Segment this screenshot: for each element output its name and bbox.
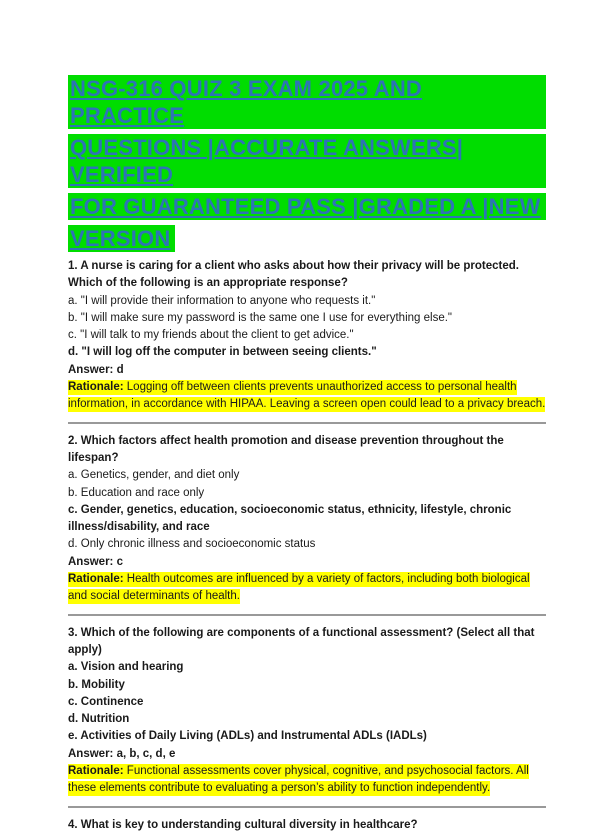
question-4-prompt: 4. What is key to understanding cultural diversity in healthcare? <box>68 818 418 831</box>
question-3-option-d: d. Nutrition <box>68 713 130 726</box>
title-line <box>68 193 546 220</box>
question-3 <box>68 625 546 798</box>
question-3-rationale <box>68 763 546 798</box>
question-2-answer: Answer: c <box>68 555 123 568</box>
rationale-text: Health outcomes are influenced by a variety of factors, including both biological and social determinants of health. <box>68 573 530 603</box>
questions-body <box>68 258 546 834</box>
question-1-option-d: d. "I will log off the computer in between seeing clients." <box>68 346 377 359</box>
rationale-text: Functional assessments cover physical, cognitive, and psychosocial factors. All these elements contribute to evaluating a person’s ability to function independently. <box>68 765 529 795</box>
question-1-answer: Answer: d <box>68 363 124 376</box>
question-3-option-c: c. Continence <box>68 695 144 708</box>
question-1-option-b: b. "I will make sure my password is the same one I use for everything else." <box>68 311 452 324</box>
rationale-label: Rationale: <box>68 381 124 394</box>
question-1-rationale <box>68 379 546 414</box>
question-1-option-c: c. "I will talk to my friends about the client to get advice." <box>68 329 354 342</box>
section-divider <box>68 614 546 616</box>
rationale-highlight <box>68 764 529 796</box>
page-content <box>68 75 546 834</box>
question-2-option-d: d. Only chronic illness and socioeconomic status <box>68 538 316 551</box>
question-1 <box>68 258 546 414</box>
title-line <box>68 75 546 129</box>
question-1-prompt: 1. A nurse is caring for a client who asks about how their privacy will be protected. Which of the following is an appropriate response? <box>68 260 519 290</box>
question-2 <box>68 433 546 606</box>
title-highlight-text: VERSION <box>68 225 175 252</box>
question-4 <box>68 817 546 834</box>
question-2-prompt: 2. Which factors affect health promotion and disease prevention throughout the lifespan? <box>68 434 504 464</box>
rationale-highlight <box>68 380 545 412</box>
section-divider <box>68 806 546 808</box>
title-line <box>68 134 546 188</box>
title-highlight-text: QUESTIONS |ACCURATE ANSWERS| VERIFIED <box>68 134 546 188</box>
section-divider <box>68 422 546 424</box>
question-2-option-b: b. Education and race only <box>68 486 205 499</box>
question-1-option-a: a. "I will provide their information to anyone who requests it." <box>68 294 376 307</box>
question-3-prompt: 3. Which of the following are components of a functional assessment? (Select all that apply) <box>68 626 535 656</box>
title-highlight-text: FOR GUARANTEED PASS |GRADED A |NEW <box>68 193 546 220</box>
rationale-label: Rationale: <box>68 573 124 586</box>
question-2-rationale <box>68 571 546 606</box>
question-2-option-a: a. Genetics, gender, and diet only <box>68 469 240 482</box>
question-3-option-b: b. Mobility <box>68 678 125 691</box>
title-line <box>68 225 546 252</box>
question-3-option-e: e. Activities of Daily Living (ADLs) and Instrumental ADLs (IADLs) <box>68 730 427 743</box>
question-2-option-c: c. Gender, genetics, education, socioeconomic status, ethnicity, lifestyle, chronic illness/disability, and race <box>68 503 512 534</box>
rationale-label: Rationale: <box>68 765 124 778</box>
rationale-text: Logging off between clients prevents unauthorized access to personal health information, in accordance with HIPAA. Leaving a screen open could lead to a privacy breach. <box>68 381 546 411</box>
rationale-highlight <box>68 572 530 604</box>
title-highlight-text: NSG-316 QUIZ 3 EXAM 2025 AND PRACTICE <box>68 75 546 129</box>
question-3-option-a: a. Vision and hearing <box>68 661 184 674</box>
document-title <box>68 75 546 252</box>
question-3-answer: Answer: a, b, c, d, e <box>68 747 176 760</box>
